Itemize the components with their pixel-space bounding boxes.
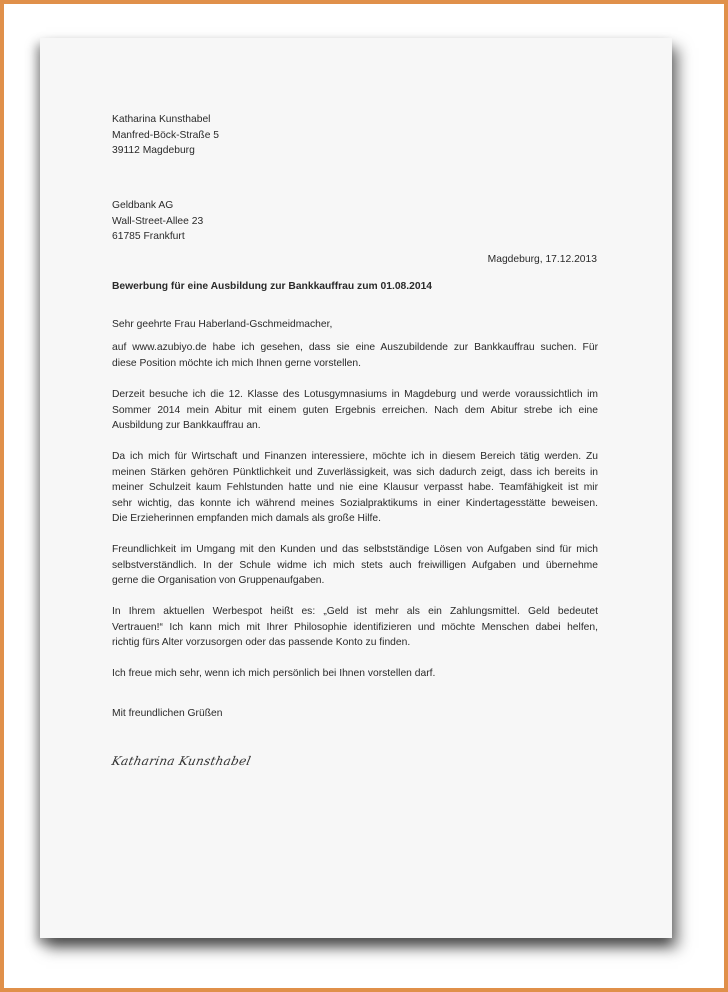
salutation: Sehr geehrte Frau Haberland-Gschmeidmacher, — [112, 319, 333, 330]
sender-address — [112, 112, 219, 159]
paragraph-line: selbstverständlich. In der Schule widme ich mich stets auch freiwilligen Aufgaben und übernehme — [112, 559, 598, 571]
sender-name: Katharina Kunsthabel — [112, 114, 211, 125]
paragraph-6 — [112, 666, 598, 682]
paragraph-2 — [112, 387, 598, 434]
paragraph-line: Da ich mich für Wirtschaft und Finanzen interessiere, möchte ich in diesem Bereich tätig werden. Zu — [112, 451, 598, 462]
paragraph-4 — [112, 542, 598, 589]
paragraph-line: Ausbildung zur Bankkauffrau an. — [112, 420, 261, 432]
paragraph-line: sehr wichtig, das konnte ich während meines Sozialpraktikums in einer Kindertagesstätte beweisen. — [112, 497, 598, 509]
recipient-city: 61785 Frankfurt — [112, 231, 185, 243]
paragraph-line: Vertrauen!“ Ich kann mich mit Ihrer Philosophie identifizieren und möchte Menschen dabei helfen, — [112, 621, 598, 633]
recipient-street: Wall-Street-Allee 23 — [112, 215, 204, 227]
paragraph-line: meinen Stärken gehören Pünktlichkeit und Zuverlässigkeit, was sich dadurch zeigt, dass ich bereits in — [112, 466, 598, 478]
recipient-address — [112, 198, 203, 245]
paragraph-5 — [112, 604, 598, 651]
sender-city: 39112 Magdeburg — [112, 145, 195, 157]
subject-line: Bewerbung für eine Ausbildung zur Bankkauffrau zum 01.08.2014 — [112, 281, 433, 292]
handwritten-signature: Katharina Kunsthabel — [110, 754, 253, 768]
sender-street: Manfred-Böck-Straße 5 — [112, 129, 220, 141]
paragraph-line: diese Position möchte ich mich Ihnen gerne vorstellen. — [112, 357, 361, 369]
paragraph-3 — [112, 449, 598, 527]
paragraph-line: gerne die Organisation von Gruppenaufgaben. — [112, 575, 325, 587]
paragraph-1 — [112, 340, 598, 371]
paragraph-line: auf www.azubiyo.de habe ich gesehen, dass sie eine Auszubildende zur Bankkauffrau suchen. Für — [112, 342, 598, 353]
recipient-company: Geldbank AG — [112, 200, 174, 211]
closing: Mit freundlichen Grüßen — [112, 708, 223, 719]
paragraph-line: In Ihrem aktuellen Werbespot heißt es: „Geld ist mehr als ein Zahlungsmittel. Geld bedeutet — [112, 606, 598, 617]
paragraph-line: Ich freue mich sehr, wenn ich mich persönlich bei Ihnen vorstellen darf. — [112, 668, 436, 679]
paragraph-line: meiner Schulzeit kaum Fehlstunden hatte und nie eine Klausur verpasst habe. Teamfähigkeit ist mir — [112, 482, 598, 494]
letter-date: Magdeburg, 17.12.2013 — [487, 254, 597, 265]
paragraph-line: Derzeit besuche ich die 12. Klasse des Lotusgymnasiums in Magdeburg und werde voraussichtlich im — [112, 389, 598, 400]
paragraph-line: Sommer 2014 mein Abitur mit einem guten Ergebnis erreichen. Nach dem Abitur strebe ich eine — [112, 404, 598, 416]
paragraph-line: richtig fürs Alter vorzusorgen oder das passende Konto zu finden. — [112, 637, 411, 649]
paragraph-line: Freundlichkeit im Umgang mit den Kunden und das selbstständige Lösen von Aufgaben sind für mich — [112, 544, 598, 555]
paragraph-line: Die Erzieherinnen empfanden mich damals als große Hilfe. — [112, 513, 381, 525]
